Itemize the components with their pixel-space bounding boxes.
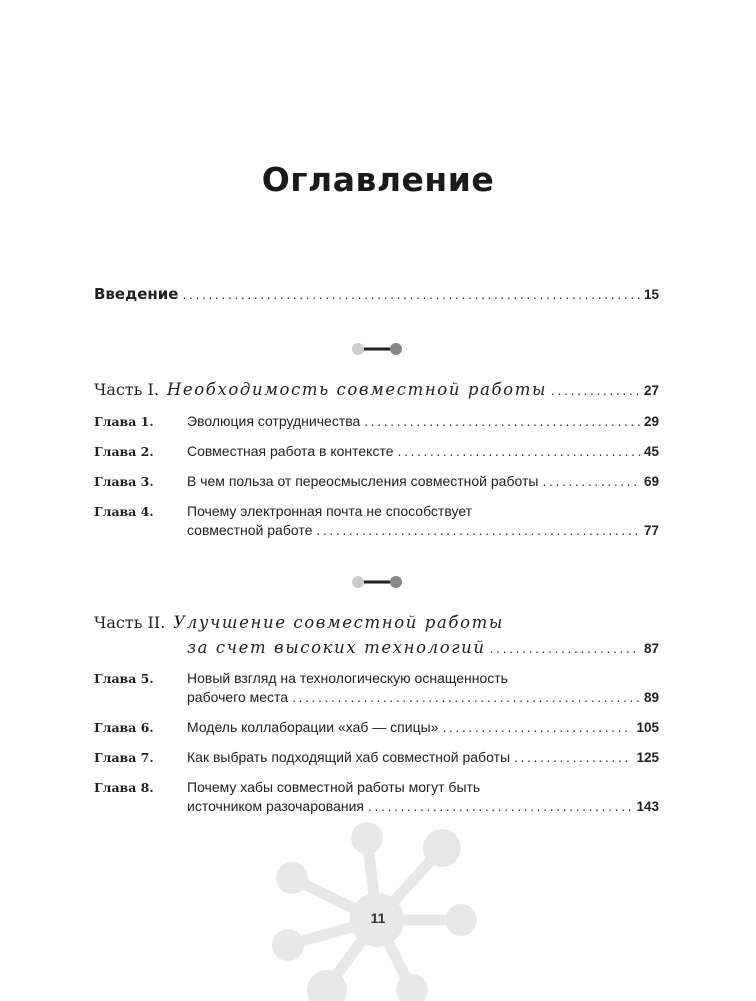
part-title-line-2: за счет высоких технологий <box>187 638 486 657</box>
chapter-title-line-2: рабочего места <box>187 689 289 705</box>
toc-part-1[interactable] <box>94 380 659 400</box>
chapter-title: Эволюция сотрудничества <box>187 413 361 429</box>
toc-chapter-2[interactable] <box>94 442 659 461</box>
page-ref: 125 <box>636 750 659 765</box>
chapter-label: Глава 3. <box>94 474 154 489</box>
toc-part-2-cont[interactable] <box>187 638 659 658</box>
dot-leader <box>316 521 640 540</box>
dot-leader <box>514 748 632 767</box>
chapter-label: Глава 5. <box>94 671 154 686</box>
chapter-title-line-1: Почему электронная почта не способствует <box>187 503 473 519</box>
toc-chapter-4-cont[interactable] <box>187 521 659 540</box>
separator-icon <box>351 342 403 356</box>
dot-leader <box>292 688 640 707</box>
chapter-title: В чем польза от переосмысления совместной работы <box>187 473 539 489</box>
part-label: Часть II. <box>94 613 166 632</box>
toc-chapter-5[interactable] <box>94 669 659 688</box>
toc-chapter-3[interactable] <box>94 472 659 491</box>
entry-title: Введение <box>94 285 179 303</box>
dot-leader <box>182 285 640 304</box>
chapter-label: Глава 8. <box>94 780 154 795</box>
page-ref: 69 <box>643 474 659 489</box>
toc-chapter-5-cont[interactable] <box>187 688 659 707</box>
page-number: 11 <box>370 910 386 926</box>
chapter-label: Глава 6. <box>94 720 154 735</box>
page-ref: 45 <box>643 444 659 459</box>
chapter-title-line-2: источником разочарования <box>187 798 364 814</box>
part-label: Часть I. <box>94 380 159 399</box>
dot-leader <box>364 412 640 431</box>
page-ref: 29 <box>643 414 659 429</box>
chapter-label: Глава 7. <box>94 750 154 765</box>
toc-chapter-8-cont[interactable] <box>187 797 659 816</box>
page-ref: 87 <box>643 641 659 656</box>
toc-chapter-1[interactable] <box>94 412 659 431</box>
page-ref: 27 <box>643 383 659 398</box>
part-title-line-1: Улучшение совместной работы <box>173 613 504 632</box>
dot-leader <box>442 718 632 737</box>
toc-chapter-7[interactable] <box>94 748 659 767</box>
page-ref: 15 <box>643 287 659 302</box>
separator-icon <box>351 575 403 589</box>
chapter-title-line-1: Новый взгляд на технологическую оснащенность <box>187 670 508 686</box>
dot-leader <box>397 442 639 461</box>
dot-leader <box>490 639 640 658</box>
chapter-title: Совместная работа в контексте <box>187 443 394 459</box>
chapter-title-line-2: совместной работе <box>187 522 313 538</box>
chapter-title: Модель коллаборации «хаб — спицы» <box>187 719 439 735</box>
dot-leader <box>551 381 640 400</box>
dot-leader <box>542 472 640 491</box>
toc-chapter-4[interactable] <box>94 502 659 521</box>
chapter-label: Глава 4. <box>94 504 154 519</box>
dot-leader <box>368 797 632 816</box>
page-ref: 89 <box>643 690 659 705</box>
chapter-label: Глава 2. <box>94 444 154 459</box>
page-ref: 105 <box>636 720 659 735</box>
toc-chapter-8[interactable] <box>94 778 659 797</box>
toc-chapter-6[interactable] <box>94 718 659 737</box>
toc-entry-intro[interactable] <box>94 285 659 304</box>
chapter-title-line-1: Почему хабы совместной работы могут быть <box>187 779 481 795</box>
toc-part-2[interactable] <box>94 613 659 632</box>
chapter-label: Глава 1. <box>94 414 154 429</box>
part-title: Необходимость совместной работы <box>166 380 548 399</box>
page-ref: 77 <box>643 523 659 538</box>
page-title: Оглавление <box>261 160 495 199</box>
chapter-title: Как выбрать подходящий хаб совместной работы <box>187 749 511 765</box>
page-ref: 143 <box>636 799 659 814</box>
